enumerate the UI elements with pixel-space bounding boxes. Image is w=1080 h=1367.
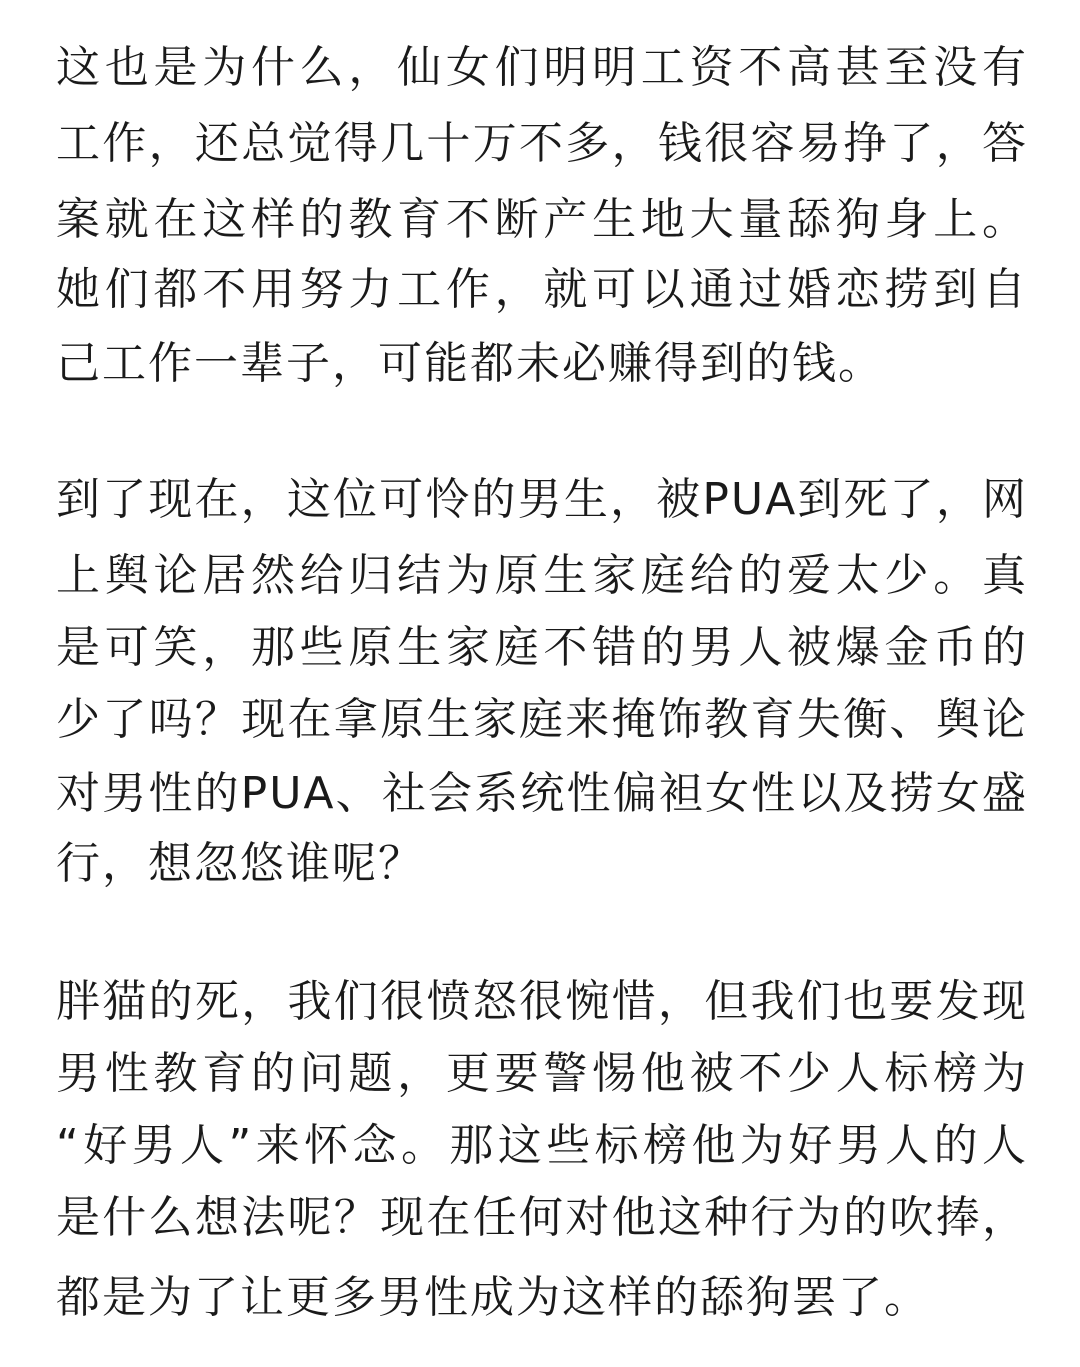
paragraph-1-line-1: 这也是为什么，仙女们明明工资不高甚至没有 [56, 42, 1028, 93]
paragraph-1-line-5: 己工作一辈子，可能都未必赚得到的钱。 [56, 338, 884, 389]
paragraph-2-line-5: 对男性的PUA、社会系统性偏袒女性以及捞女盛 [56, 768, 1028, 819]
paragraph-2-line-2: 上舆论居然给归结为原生家庭给的爱太少。真 [56, 550, 1028, 601]
paragraph-3-line-3: “好男人”来怀念。那这些标榜他为好男人的人 [56, 1120, 1028, 1171]
paragraph-1-line-3: 案就在这样的教育不断产生地大量舔狗身上。 [56, 194, 1028, 245]
paragraph-3-line-4: 是什么想法呢？现在任何对他这种行为的吹捧， [56, 1192, 1028, 1243]
paragraph-1-line-2: 工作，还总觉得几十万不多，钱很容易挣了，答 [56, 118, 1028, 169]
paragraph-2-line-4: 少了吗？现在拿原生家庭来掩饰教育失衡、舆论 [56, 694, 1028, 745]
paragraph-3-line-1: 胖猫的死，我们很愤怒很惋惜，但我们也要发现 [56, 976, 1028, 1027]
paragraph-2-line-1: 到了现在，这位可怜的男生，被PUA到死了，网 [56, 474, 1028, 525]
paragraph-3-line-2: 男性教育的问题，更要警惕他被不少人标榜为 [56, 1048, 1028, 1099]
paragraph-3-line-5: 都是为了让更多男性成为这样的舔狗罢了。 [56, 1272, 930, 1323]
paragraph-2-line-3: 是可笑，那些原生家庭不错的男人被爆金币的 [56, 622, 1028, 673]
paragraph-2-line-6: 行，想忽悠谁呢？ [56, 838, 424, 889]
paragraph-1-line-4: 她们都不用努力工作，就可以通过婚恋捞到自 [56, 264, 1028, 315]
